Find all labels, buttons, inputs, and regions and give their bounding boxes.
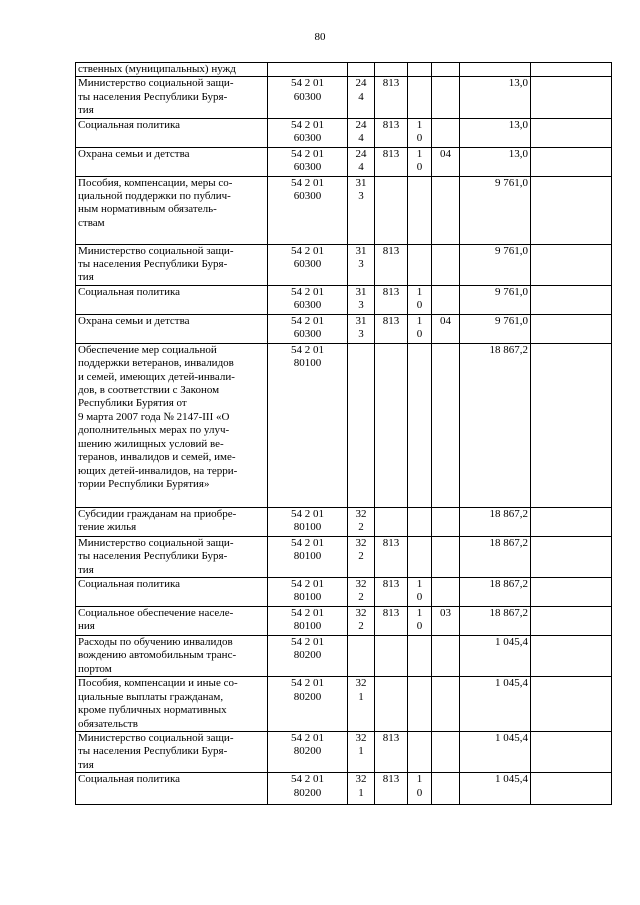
- target-article-text: 54 2 01 60300: [291, 285, 324, 312]
- row-name-cell: [76, 285, 268, 314]
- row-name-text: Обеспечение мер социальной поддержки ветеранов, инвалидов и семей, имеющих детей-инвали- дов, в соответствии с Законом Республики Бурятия от 9 марта 2007 года № 2147-III «О дополнительных мерах по улуч- шению жилищных условий ве- теранов, инвалидов и семей, име- ющих детей-инвалидов, на терри- тории Республики Бурятия»: [78, 343, 238, 490]
- expense-type-cell: [348, 147, 375, 176]
- expense-type-text: 32 1: [355, 773, 367, 799]
- target-article-text: 54 2 01 60300: [291, 118, 324, 145]
- amount-cell: [460, 176, 531, 244]
- row-name-text: Социальная политика: [78, 773, 181, 786]
- section-cell: [408, 677, 432, 732]
- row-name-cell: [76, 773, 268, 805]
- target-article-cell: [268, 314, 348, 343]
- extra-cell: [531, 773, 612, 805]
- subsection-cell: [432, 118, 460, 147]
- table-row: [76, 147, 612, 176]
- expense-type-cell: [348, 285, 375, 314]
- manager-code-text: 813: [382, 578, 400, 591]
- extra-cell: [531, 244, 612, 285]
- target-article-cell: [268, 636, 348, 677]
- section-cell: [408, 731, 432, 772]
- row-name-cell: [76, 536, 268, 577]
- section-cell: [408, 147, 432, 176]
- target-article-text: 54 2 01 60300: [291, 77, 324, 103]
- expense-type-text: 32 1: [355, 677, 367, 703]
- row-name-text: Министерство социальной защи- ты населения Республики Буря- тия: [78, 731, 234, 771]
- manager-code-cell: [375, 536, 408, 577]
- section-cell: [408, 507, 432, 536]
- target-article-text: 54 2 01 80200: [291, 636, 324, 662]
- subsection-text: 04: [440, 147, 451, 160]
- target-article-text: 54 2 01 80100: [291, 536, 324, 563]
- amount-text: 9 761,0: [495, 285, 528, 298]
- manager-code-text: 813: [382, 607, 400, 620]
- section-cell: [408, 578, 432, 607]
- section-cell: [408, 118, 432, 147]
- amount-cell: [460, 314, 531, 343]
- row-name-cell: [76, 244, 268, 285]
- section-cell: [408, 285, 432, 314]
- table-row: [76, 731, 612, 772]
- target-article-cell: [268, 176, 348, 244]
- target-article-cell: [268, 118, 348, 147]
- subsection-cell: [432, 285, 460, 314]
- target-article-cell: [268, 578, 348, 607]
- expense-type-text: 31 3: [355, 285, 367, 312]
- target-article-text: 54 2 01 60300: [291, 314, 324, 341]
- manager-code-cell: [375, 507, 408, 536]
- target-article-cell: [268, 536, 348, 577]
- target-article-text: 54 2 01 60300: [291, 176, 324, 203]
- subsection-cell: [432, 343, 460, 507]
- manager-code-cell: [375, 607, 408, 636]
- section-text: 1 0: [416, 773, 423, 799]
- amount-text: 18 867,2: [489, 607, 528, 620]
- target-article-text: 54 2 01 80100: [291, 343, 324, 370]
- subsection-cell: [432, 77, 460, 118]
- expense-type-text: 32 2: [355, 536, 367, 563]
- row-name-cell: [76, 77, 268, 118]
- table-row: [76, 244, 612, 285]
- target-article-cell: [268, 285, 348, 314]
- table-row: [76, 63, 612, 77]
- manager-code-cell: [375, 731, 408, 772]
- manager-code-text: 813: [382, 314, 400, 327]
- manager-code-cell: [375, 77, 408, 118]
- section-text: 1 0: [416, 285, 423, 312]
- amount-cell: [460, 536, 531, 577]
- table-row: [76, 118, 612, 147]
- manager-code-cell: [375, 118, 408, 147]
- row-name-cell: [76, 176, 268, 244]
- target-article-cell: [268, 677, 348, 732]
- expense-type-cell: [348, 77, 375, 118]
- expense-type-cell: [348, 731, 375, 772]
- subsection-cell: [432, 63, 460, 77]
- expense-type-cell: [348, 507, 375, 536]
- section-cell: [408, 536, 432, 577]
- row-name-cell: [76, 578, 268, 607]
- target-article-text: 54 2 01 80200: [291, 731, 324, 758]
- extra-cell: [531, 677, 612, 732]
- extra-cell: [531, 314, 612, 343]
- row-name-text: Социальная политика: [78, 578, 181, 591]
- expense-type-cell: [348, 343, 375, 507]
- row-name-text: Социальное обеспечение населе- ния: [78, 607, 234, 633]
- amount-text: 18 867,2: [489, 507, 528, 520]
- row-name-cell: [76, 63, 268, 77]
- amount-cell: [460, 636, 531, 677]
- section-cell: [408, 607, 432, 636]
- row-name-cell: [76, 607, 268, 636]
- subsection-cell: [432, 578, 460, 607]
- target-article-cell: [268, 773, 348, 805]
- manager-code-cell: [375, 636, 408, 677]
- table-row: [76, 285, 612, 314]
- extra-cell: [531, 285, 612, 314]
- row-name-cell: [76, 147, 268, 176]
- extra-cell: [531, 636, 612, 677]
- target-article-text: 54 2 01 80200: [291, 677, 324, 703]
- table-row: [76, 578, 612, 607]
- amount-text: 18 867,2: [489, 578, 528, 591]
- section-cell: [408, 636, 432, 677]
- row-name-text: Министерство социальной защи- ты населения Республики Буря- тия: [78, 536, 234, 576]
- extra-cell: [531, 343, 612, 507]
- section-cell: [408, 343, 432, 507]
- expense-type-cell: [348, 244, 375, 285]
- expense-type-text: 31 3: [355, 244, 367, 271]
- table-row: [76, 507, 612, 536]
- subsection-cell: [432, 773, 460, 805]
- table-row: [76, 636, 612, 677]
- table-row: [76, 176, 612, 244]
- section-text: 1 0: [416, 607, 423, 633]
- subsection-cell: [432, 314, 460, 343]
- subsection-text: 03: [440, 607, 451, 620]
- amount-text: 1 045,4: [495, 773, 528, 786]
- amount-cell: [460, 607, 531, 636]
- expense-type-cell: [348, 677, 375, 732]
- row-name-cell: [76, 118, 268, 147]
- target-article-text: 54 2 01 80200: [291, 773, 324, 799]
- section-cell: [408, 314, 432, 343]
- extra-cell: [531, 147, 612, 176]
- row-name-cell: [76, 731, 268, 772]
- row-name-cell: [76, 343, 268, 507]
- amount-cell: [460, 244, 531, 285]
- table-row: [76, 536, 612, 577]
- manager-code-cell: [375, 63, 408, 77]
- row-name-cell: [76, 314, 268, 343]
- amount-text: 1 045,4: [495, 636, 528, 649]
- amount-cell: [460, 677, 531, 732]
- manager-code-cell: [375, 677, 408, 732]
- subsection-cell: [432, 147, 460, 176]
- amount-text: 9 761,0: [495, 314, 528, 327]
- target-article-cell: [268, 507, 348, 536]
- amount-cell: [460, 731, 531, 772]
- section-cell: [408, 63, 432, 77]
- amount-cell: [460, 77, 531, 118]
- amount-cell: [460, 343, 531, 507]
- manager-code-cell: [375, 244, 408, 285]
- extra-cell: [531, 63, 612, 77]
- manager-code-text: 813: [382, 77, 400, 90]
- amount-cell: [460, 118, 531, 147]
- target-article-text: 54 2 01 80100: [291, 607, 324, 633]
- expense-type-text: 31 3: [355, 314, 367, 341]
- amount-cell: [460, 285, 531, 314]
- manager-code-text: 813: [382, 147, 400, 160]
- manager-code-cell: [375, 773, 408, 805]
- manager-code-text: 813: [382, 244, 400, 257]
- amount-text: 9 761,0: [495, 244, 528, 257]
- target-article-cell: [268, 77, 348, 118]
- amount-cell: [460, 507, 531, 536]
- subsection-cell: [432, 176, 460, 244]
- table-body: [76, 63, 612, 805]
- amount-cell: [460, 773, 531, 805]
- extra-cell: [531, 536, 612, 577]
- expense-type-cell: [348, 63, 375, 77]
- expense-type-cell: [348, 636, 375, 677]
- subsection-cell: [432, 731, 460, 772]
- section-text: 1 0: [416, 314, 423, 341]
- expense-type-text: 31 3: [355, 176, 367, 203]
- expense-type-text: 32 2: [355, 607, 367, 633]
- row-name-text: Министерство социальной защи- ты населения Республики Буря- тия: [78, 244, 234, 284]
- extra-cell: [531, 731, 612, 772]
- table-row: [76, 314, 612, 343]
- table-row: [76, 343, 612, 507]
- expense-type-cell: [348, 607, 375, 636]
- amount-text: 9 761,0: [495, 176, 528, 189]
- target-article-cell: [268, 244, 348, 285]
- section-cell: [408, 176, 432, 244]
- manager-code-cell: [375, 343, 408, 507]
- amount-text: 1 045,4: [495, 731, 528, 744]
- target-article-cell: [268, 63, 348, 77]
- manager-code-text: 813: [382, 285, 400, 298]
- manager-code-text: 813: [382, 731, 400, 744]
- row-name-text: Расходы по обучению инвалидов вождению автомобильным транс- портом: [78, 636, 237, 675]
- manager-code-cell: [375, 285, 408, 314]
- extra-cell: [531, 578, 612, 607]
- section-cell: [408, 244, 432, 285]
- target-article-cell: [268, 343, 348, 507]
- target-article-text: 54 2 01 80100: [291, 578, 324, 604]
- expense-type-cell: [348, 578, 375, 607]
- expense-type-cell: [348, 536, 375, 577]
- row-name-text: Охрана семьи и детства: [78, 314, 190, 327]
- expense-type-text: 32 1: [355, 731, 367, 758]
- table-row: [76, 607, 612, 636]
- amount-text: 1 045,4: [495, 677, 528, 690]
- row-name-text: Пособия, компенсации и иные со- циальные выплаты гражданам, кроме публичных нормативных обязательств: [78, 677, 238, 730]
- section-cell: [408, 773, 432, 805]
- expense-type-text: 24 4: [355, 77, 367, 103]
- subsection-cell: [432, 607, 460, 636]
- target-article-cell: [268, 731, 348, 772]
- expense-type-cell: [348, 176, 375, 244]
- row-name-text: Пособия, компенсации, меры со- циальной поддержки по публич- ным нормативным обязатель- ствам: [78, 176, 233, 229]
- budget-table: [75, 62, 612, 805]
- amount-cell: [460, 147, 531, 176]
- expense-type-cell: [348, 773, 375, 805]
- section-text: 1 0: [416, 147, 423, 174]
- manager-code-cell: [375, 147, 408, 176]
- table-row: [76, 677, 612, 732]
- expense-type-text: 24 4: [355, 118, 367, 145]
- target-article-cell: [268, 147, 348, 176]
- target-article-text: 54 2 01 60300: [291, 147, 324, 174]
- amount-text: 13,0: [508, 77, 528, 90]
- manager-code-cell: [375, 314, 408, 343]
- extra-cell: [531, 607, 612, 636]
- target-article-cell: [268, 607, 348, 636]
- table-row: [76, 773, 612, 805]
- expense-type-text: 32 2: [355, 507, 367, 534]
- subsection-cell: [432, 536, 460, 577]
- amount-text: 18 867,2: [489, 343, 528, 356]
- extra-cell: [531, 77, 612, 118]
- section-text: 1 0: [416, 118, 423, 145]
- subsection-text: 04: [440, 314, 451, 327]
- subsection-cell: [432, 507, 460, 536]
- extra-cell: [531, 176, 612, 244]
- section-text: 1 0: [416, 578, 423, 604]
- amount-cell: [460, 63, 531, 77]
- subsection-cell: [432, 244, 460, 285]
- expense-type-text: 24 4: [355, 147, 367, 174]
- subsection-cell: [432, 636, 460, 677]
- section-cell: [408, 77, 432, 118]
- manager-code-text: 813: [382, 773, 400, 786]
- target-article-text: 54 2 01 80100: [291, 507, 324, 534]
- row-name-cell: [76, 636, 268, 677]
- row-name-text: Социальная политика: [78, 285, 181, 298]
- manager-code-cell: [375, 176, 408, 244]
- extra-cell: [531, 507, 612, 536]
- row-name-text: ственных (муниципальных) нужд: [78, 63, 236, 75]
- row-name-text: Охрана семьи и детства: [78, 147, 190, 160]
- expense-type-cell: [348, 118, 375, 147]
- expense-type-cell: [348, 314, 375, 343]
- amount-text: 13,0: [508, 118, 528, 131]
- row-name-cell: [76, 677, 268, 732]
- amount-cell: [460, 578, 531, 607]
- manager-code-cell: [375, 578, 408, 607]
- target-article-text: 54 2 01 60300: [291, 244, 324, 271]
- manager-code-text: 813: [382, 536, 400, 549]
- table-row: [76, 77, 612, 118]
- amount-text: 18 867,2: [489, 536, 528, 549]
- manager-code-text: 813: [382, 118, 400, 131]
- extra-cell: [531, 118, 612, 147]
- page-number: 80: [314, 31, 326, 43]
- row-name-cell: [76, 507, 268, 536]
- row-name-text: Министерство социальной защи- ты населения Республики Буря- тия: [78, 77, 234, 117]
- row-name-text: Субсидии гражданам на приобре- тение жилья: [78, 507, 237, 534]
- expense-type-text: 32 2: [355, 578, 367, 604]
- subsection-cell: [432, 677, 460, 732]
- row-name-text: Социальная политика: [78, 118, 181, 131]
- amount-text: 13,0: [508, 147, 528, 160]
